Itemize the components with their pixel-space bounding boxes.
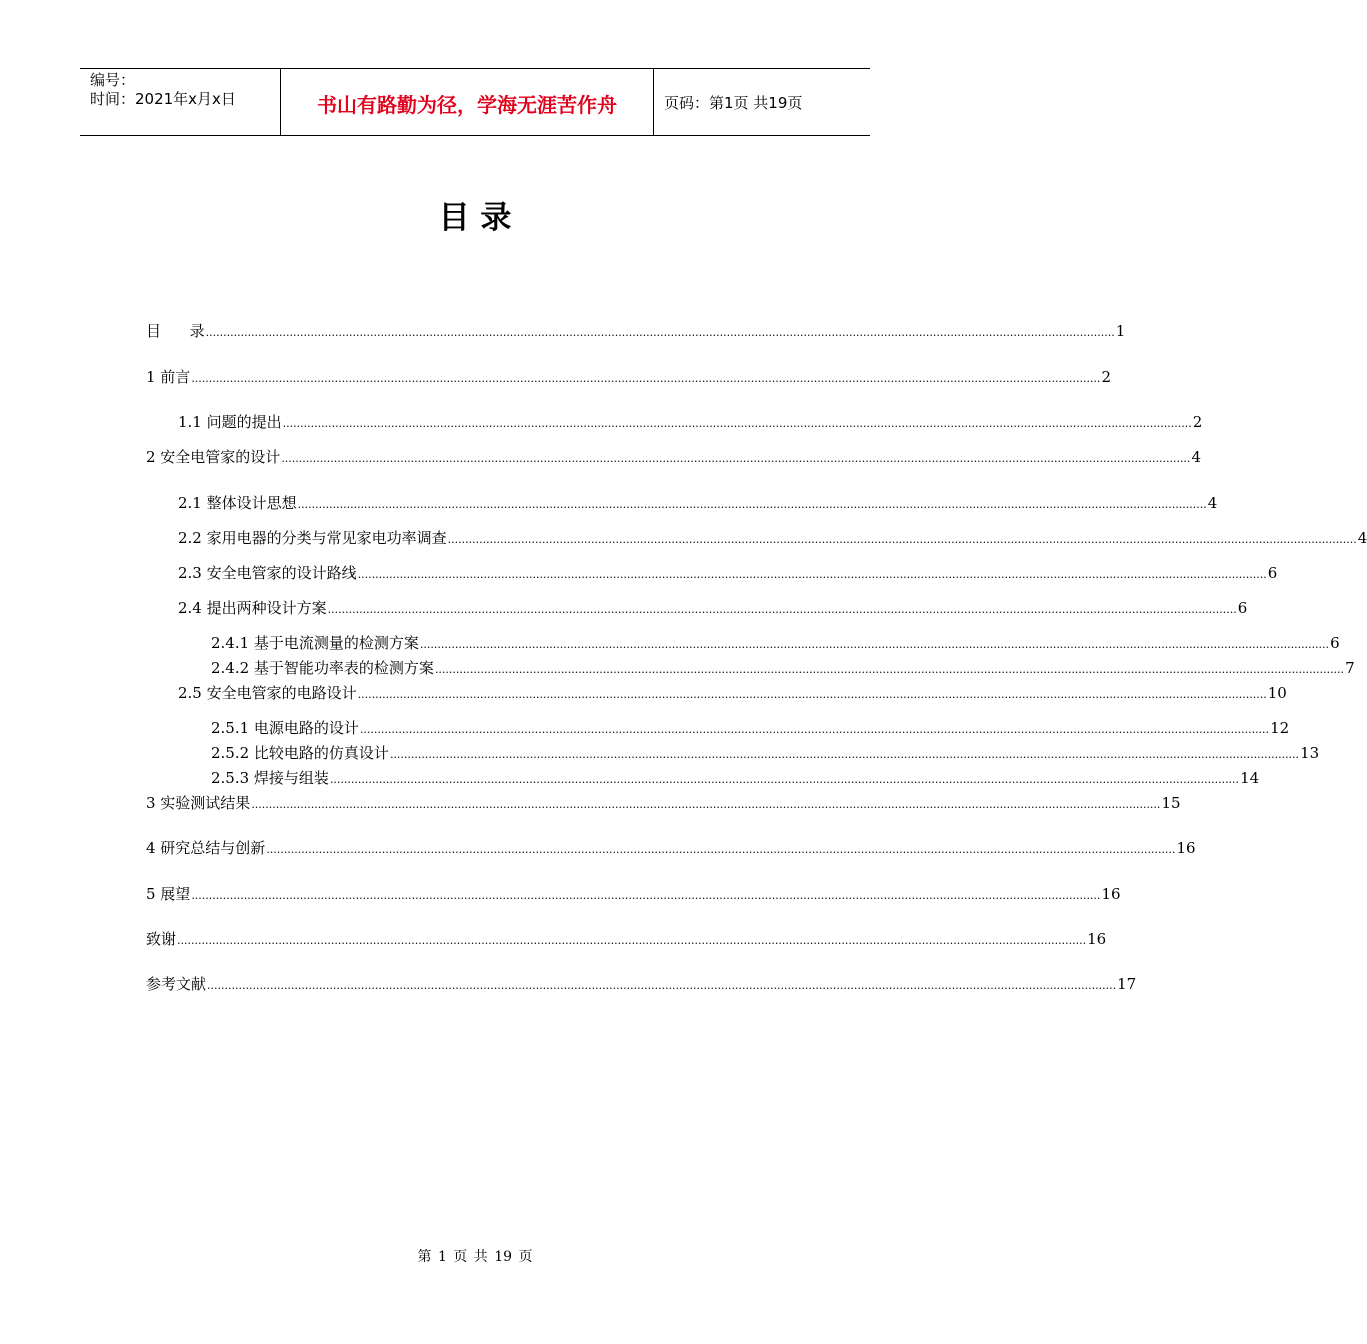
- toc-entry-label: 2.4 提出两种设计方案: [178, 599, 327, 617]
- toc-entry-label: 目 录: [146, 322, 205, 340]
- toc-entry[interactable]: [146, 929, 1107, 949]
- toc-entry[interactable]: [178, 598, 1248, 618]
- toc-entry[interactable]: [146, 447, 1201, 467]
- toc-entry-label: 2.5.2 比较电路的仿真设计: [211, 744, 389, 762]
- toc-entry[interactable]: [178, 683, 1287, 703]
- toc-entry[interactable]: [146, 838, 1196, 858]
- header-page-info: 页码：第1页 共19页: [664, 93, 803, 112]
- toc-entry-label: 2.5.3 焊接与组装: [211, 769, 329, 787]
- toc-leader-dots: ....................................................................................................................................................................................................................................................................: [177, 934, 1087, 947]
- toc-entry-label: 2.3 安全电管家的设计路线: [178, 564, 357, 582]
- toc-entry[interactable]: [211, 633, 1340, 653]
- toc-entry-label: 3 实验测试结果: [146, 794, 251, 812]
- toc-entry-label: 致谢: [146, 930, 177, 948]
- toc-entry-label: 2.2 家用电器的分类与常见家电功率调查: [178, 529, 447, 547]
- toc-entry-page: 13: [1300, 744, 1320, 762]
- header-meta: [80, 69, 281, 135]
- toc-entry-label: 2.1 整体设计思想: [178, 494, 297, 512]
- toc-entry-label: 2.5 安全电管家的电路设计: [178, 684, 357, 702]
- toc-entry-label: 2.5.1 电源电路的设计: [211, 719, 359, 737]
- toc-leader-dots: ....................................................................................................................................................................................................................................................................: [191, 889, 1101, 902]
- toc-entry-page: 2: [1101, 368, 1111, 386]
- toc-entry-label: 1 前言: [146, 368, 191, 386]
- toc-entry-page: 16: [1087, 930, 1107, 948]
- toc-entry-page: 16: [1176, 839, 1196, 857]
- toc-entry-page: 7: [1345, 659, 1355, 677]
- toc-entry[interactable]: [146, 367, 1111, 387]
- toc-entry-page: 4: [1357, 529, 1367, 547]
- toc-entry-page: 6: [1330, 634, 1340, 652]
- toc-leader-dots: ....................................................................................................................................................................................................................................................................: [191, 372, 1101, 385]
- toc-entry-page: 12: [1270, 719, 1290, 737]
- toc-entry-label: 2 安全电管家的设计: [146, 448, 281, 466]
- toc-leader-dots: ....................................................................................................................................................................................................................................................................: [359, 723, 1270, 736]
- toc-leader-dots: ....................................................................................................................................................................................................................................................................: [447, 533, 1357, 546]
- toc-leader-dots: ....................................................................................................................................................................................................................................................................: [434, 663, 1345, 676]
- toc-entry-page: 6: [1237, 599, 1248, 617]
- toc-leader-dots: ....................................................................................................................................................................................................................................................................: [266, 843, 1176, 856]
- toc-leader-dots: ....................................................................................................................................................................................................................................................................: [251, 798, 1161, 811]
- toc-leader-dots: ....................................................................................................................................................................................................................................................................: [419, 638, 1330, 651]
- toc-leader-dots: ....................................................................................................................................................................................................................................................................: [297, 498, 1207, 511]
- header-number-label: 编号：: [90, 71, 136, 89]
- toc-entry[interactable]: [146, 793, 1181, 813]
- toc-entry[interactable]: [146, 321, 1126, 341]
- page-footer: 第 1 页 共 19 页: [417, 1249, 533, 1265]
- toc-entry-label: 5 展望: [146, 885, 191, 903]
- toc-entry-label: 2.4.1 基于电流测量的检测方案: [211, 634, 419, 652]
- toc-entry-label: 2.4.2 基于智能功率表的检测方案: [211, 659, 434, 677]
- page-header: [80, 68, 870, 136]
- toc-entry[interactable]: [146, 884, 1121, 904]
- toc-entry-label: 4 研究总结与创新: [146, 839, 266, 857]
- toc-leader-dots: ....................................................................................................................................................................................................................................................................: [281, 452, 1191, 465]
- toc-leader-dots: ....................................................................................................................................................................................................................................................................: [327, 603, 1237, 616]
- toc-entry-page: 6: [1267, 564, 1278, 582]
- toc-entry[interactable]: [178, 493, 1218, 513]
- toc-entry[interactable]: [211, 743, 1320, 763]
- page-title: 目 录: [438, 200, 512, 236]
- header-time-label: 时间：2021年x月x日: [90, 90, 236, 108]
- toc-entry[interactable]: [211, 768, 1260, 788]
- toc-leader-dots: ....................................................................................................................................................................................................................................................................: [357, 568, 1267, 581]
- toc-entry-page: 1: [1115, 322, 1126, 340]
- toc-entry-page: 4: [1207, 494, 1218, 512]
- toc-entry[interactable]: [211, 718, 1290, 738]
- toc-leader-dots: ....................................................................................................................................................................................................................................................................: [357, 688, 1267, 701]
- toc-entry[interactable]: [146, 974, 1137, 994]
- toc-entry-page: 15: [1161, 794, 1181, 812]
- toc-entry[interactable]: [211, 658, 1355, 678]
- toc-entry-page: 4: [1191, 448, 1201, 466]
- toc-entry-label: 参考文献: [146, 975, 207, 993]
- toc-entry-page: 14: [1240, 769, 1260, 787]
- toc-entry[interactable]: [178, 412, 1203, 432]
- toc-entry[interactable]: [178, 528, 1367, 548]
- toc-entry-page: 10: [1267, 684, 1287, 702]
- toc-entry-page: 17: [1117, 975, 1137, 993]
- toc-leader-dots: ....................................................................................................................................................................................................................................................................: [329, 773, 1240, 786]
- toc-leader-dots: ....................................................................................................................................................................................................................................................................: [282, 417, 1192, 430]
- toc-entry[interactable]: [178, 563, 1278, 583]
- toc-leader-dots: ....................................................................................................................................................................................................................................................................: [205, 326, 1115, 339]
- toc-leader-dots: ....................................................................................................................................................................................................................................................................: [389, 748, 1300, 761]
- toc-entry-page: 2: [1192, 413, 1203, 431]
- toc-leader-dots: ....................................................................................................................................................................................................................................................................: [207, 979, 1117, 992]
- toc-entry-label: 1.1 问题的提出: [178, 413, 282, 431]
- header-motto: 书山有路勤为径，学海无涯苦作舟: [281, 69, 654, 135]
- toc-entry-page: 16: [1101, 885, 1121, 903]
